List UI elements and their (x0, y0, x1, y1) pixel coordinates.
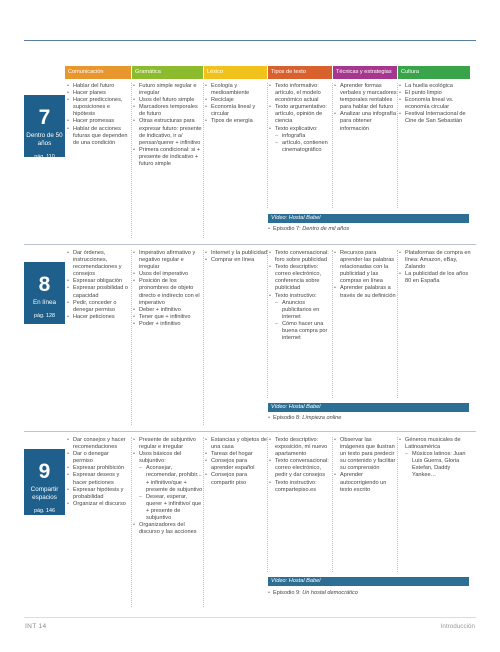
list-item: – Cómo hacer una buena compra por internet (269, 321, 332, 342)
list-item: • Organizadores del discurso y las acciones (133, 522, 203, 536)
column-separator (267, 437, 268, 572)
list-item: • Tener que + infinitivo (133, 314, 203, 321)
list-item: – Músicos latinos: Juan Luis Guerra, Gloria Estefan, Daddy Yankee… (399, 451, 473, 479)
unit-number: 9 (38, 460, 51, 483)
column-separator (203, 250, 204, 425)
header-gramatica-label: Gramática (135, 69, 161, 75)
unit-number: 8 (38, 273, 51, 296)
list-item: • Hacer planes (67, 90, 130, 97)
header-comunicacion-label: Comunicación (68, 69, 104, 75)
episode-title: Dentro de mil años (302, 226, 350, 232)
unit-7-video-bar (268, 214, 469, 223)
list-item: • Posición de los pronombres de objeto directo e indirecto con el imperativo (133, 278, 203, 306)
list-item: • Economía lineal y circular (205, 104, 267, 118)
list-item: • Internet y la publicidad (205, 250, 267, 257)
header-comunicacion (65, 66, 131, 79)
header-lexico-label: Léxico (207, 69, 224, 75)
list-item: • Festival Internacional de Cine de San Sebastián (399, 111, 473, 125)
list-item: • Usos básicos del subjuntivo: (133, 451, 203, 465)
list-item: • Hacer peticiones (67, 314, 130, 321)
list-item: • Dar o denegar permiso (67, 451, 130, 465)
unit-8-episode (268, 414, 469, 423)
list-item: • Géneros musicales de Latinoamérica (399, 437, 473, 451)
list-item: • Economía lineal vs. economía circular (399, 97, 473, 111)
list-item: • Aprender autocorrigiendo un texto escrito (334, 472, 397, 493)
list-item: • Poder + infinitivo (133, 321, 203, 328)
list-item: • Expresar posibilidad o capacidad (67, 285, 130, 299)
column-separator (131, 83, 132, 238)
list-item: • La huella ecológica (399, 83, 473, 90)
list-item: • Texto instructivo: compartepiso.es (269, 480, 332, 494)
unit-7-gramatica (133, 83, 203, 168)
column-separator (397, 250, 398, 398)
column-separator (332, 437, 333, 572)
list-item: • Reciclaje (205, 97, 267, 104)
column-separator (203, 83, 204, 238)
list-item: • Tareas del hogar (205, 451, 267, 458)
unit-7-cultura (399, 83, 473, 126)
list-item: • Futuro simple regular e irregular (133, 83, 203, 97)
list-item: • Primera condicional: si + presente de indicativo + futuro simple (133, 147, 203, 168)
list-item: • Expresar obligación (67, 278, 130, 285)
unit-7-label (24, 95, 65, 160)
list-item: • Ecología y medioambiente (205, 83, 267, 97)
list-item: • Observar las imágenes que ilustran un texto para predecir su contenido y facilitar su comprensión (334, 437, 397, 472)
bottom-rule (24, 617, 476, 618)
unit-8-row (24, 250, 476, 422)
unit-title: En línea (32, 299, 57, 306)
unit-9-video-bar (268, 577, 469, 586)
list-item: • Texto argumentativo: artículo, opinión de ciencia (269, 104, 332, 125)
footer-section-title: Introducción (440, 623, 475, 630)
list-item: • Expresar deseos y hacer peticiones (67, 472, 130, 486)
column-separator (203, 437, 204, 607)
unit-page: pág. 128 (34, 313, 55, 319)
unit-9-lexico (205, 437, 267, 487)
episode-title: Límpieza online (302, 415, 342, 421)
episode-label: Episodio 8: (272, 415, 301, 421)
header-lexico (204, 66, 267, 79)
unit-divider (24, 431, 476, 432)
unit-page: pág. 146 (34, 508, 55, 514)
column-separator (397, 83, 398, 208)
header-cultura-label: Cultura (401, 69, 420, 75)
header-cultura (398, 66, 470, 79)
video-label: Vídeo: Hostal Babel (271, 404, 321, 410)
list-item: • Aprender palabras a través de su definición (334, 285, 397, 299)
list-item: • Recursos para aprender las palabras relacionadas con la publicidad y las compras en línea (334, 250, 397, 285)
unit-7-tecnicas (334, 83, 397, 133)
list-item: • El punto limpio (399, 90, 473, 97)
unit-8-gramatica (133, 250, 203, 328)
list-item: • Plataformas de compra en línea: Amazon, eBay, Zalando (399, 250, 473, 271)
unit-divider (24, 244, 476, 245)
list-item: • Expresar prohibición (67, 465, 130, 472)
list-item: • Consejos para aprender español (205, 458, 267, 472)
list-item: • Texto conversacional: correo electrónico, pedir y dar consejos (269, 458, 332, 479)
list-item: • Pedir, conceder o denegar permiso (67, 300, 130, 314)
video-label: Vídeo: Hostal Babel (271, 578, 321, 584)
list-item: • La publicidad de los años 80 en España (399, 271, 473, 285)
unit-9-label (24, 449, 65, 515)
list-item: • Consejos para compartir piso (205, 472, 267, 486)
list-item: • Presente de subjuntivo regular e irregular (133, 437, 203, 451)
list-item: • Texto explicativo: (269, 126, 332, 133)
list-item: • Usos del imperativo (133, 271, 203, 278)
header-tecnicas-label: Técnicas y estrategias (336, 69, 392, 75)
episode-label: Episodio 9: (272, 590, 301, 596)
unit-9-gramatica (133, 437, 203, 536)
list-item: • Hablar del futuro (67, 83, 130, 90)
unit-8-lexico (205, 250, 267, 264)
list-item: • Texto conversacional: foro sobre publicidad (269, 250, 332, 264)
list-item: • Imperativo afirmativo y negativo regular e irregular (133, 250, 203, 271)
list-item: • Tipos de energía (205, 118, 267, 125)
unit-8-tecnicas (334, 250, 397, 300)
unit-8-comunicacion (67, 250, 130, 321)
list-item: • Texto instructivo: (269, 293, 332, 300)
unit-page: pág. 110 (34, 154, 55, 160)
unit-9-episode (268, 589, 469, 598)
list-item: • Hacer predicciones, suposiciones e hipótesis (67, 97, 130, 118)
unit-number: 7 (38, 106, 51, 129)
footer-page-number: INT 14 (25, 623, 47, 630)
unit-8-label (24, 262, 65, 324)
unit-7-tipos (269, 83, 332, 154)
header-tipos-label: Tipos de texto (271, 69, 306, 75)
list-item: • Marcadores temporales de futuro (133, 104, 203, 118)
video-label: Vídeo: Hostal Babel (271, 215, 321, 221)
list-item: • Organizar el discurso (67, 501, 130, 508)
unit-9-tipos (269, 437, 332, 494)
column-separator (332, 83, 333, 208)
header-tipos-de-texto (268, 66, 332, 79)
list-item: • Dar órdenes, instrucciones, recomendaciones y consejos (67, 250, 130, 278)
unit-title: Dentro de 50 años (26, 132, 63, 147)
header-gramatica (132, 66, 203, 79)
list-item: • Texto descriptivo: correo electrónico, conferencia sobre publicidad (269, 264, 332, 292)
unit-9-comunicacion (67, 437, 130, 508)
list-item: • Usos del futuro simple (133, 97, 203, 104)
top-rule (24, 40, 476, 41)
unit-9-tecnicas (334, 437, 397, 494)
header-tecnicas (333, 66, 397, 79)
list-item: • Texto informativo: artículo, el modelo económico actual (269, 83, 332, 104)
column-separator (131, 250, 132, 425)
unit-7-episode (268, 225, 469, 234)
unit-7-comunicacion (67, 83, 130, 147)
list-item: • Comprar en línea (205, 257, 267, 264)
list-item: – Anuncios publicitarios en internet (269, 300, 332, 321)
column-separator (131, 437, 132, 607)
list-item: • Otras estructuras para expresar futuro: presente de indicativo, ir a/ pensar/querer + infinitivo (133, 118, 203, 146)
list-item: • Aprender formas verbales y marcadores temporales rentables para hablar del futuro (334, 83, 397, 111)
list-item: • Expresar hipótesis y probabilidad (67, 487, 130, 501)
list-item: • Estancias y objetos de una casa (205, 437, 267, 451)
unit-8-tipos (269, 250, 332, 342)
unit-8-cultura (399, 250, 473, 285)
episode-label: Episodio 7: (272, 226, 301, 232)
list-item: – Desear, esperar, querer + infinitivo/ que + presente de subjuntivo (133, 494, 203, 522)
unit-title: Compartir espacios (30, 486, 59, 501)
column-separator (332, 250, 333, 398)
column-separator (267, 250, 268, 398)
list-item: • Dar consejos y hacer recomendaciones (67, 437, 130, 451)
list-item: • Hacer promesas (67, 118, 130, 125)
list-item: • Texto descriptivo: exposición, mi nuevo apartamento (269, 437, 332, 458)
unit-7-lexico (205, 83, 267, 126)
list-item: • Deber + infinitivo (133, 307, 203, 314)
episode-title: Un hostal democrático (302, 590, 358, 596)
list-item: – infografía (269, 133, 332, 140)
unit-8-video-bar (268, 403, 469, 412)
list-item: • Analizar una infografía para obtener información (334, 111, 397, 132)
unit-9-cultura (399, 437, 473, 480)
list-item: • Hablar de acciones futuras que dependen de una condición (67, 126, 130, 147)
column-separator (267, 83, 268, 208)
column-separator (397, 437, 398, 572)
list-item: – Aconsejar, recomendar, prohibir... + infinitivo/que + presente de subjuntivo (133, 465, 203, 493)
list-item: – artículo, contienen cinematográfico (269, 140, 332, 154)
